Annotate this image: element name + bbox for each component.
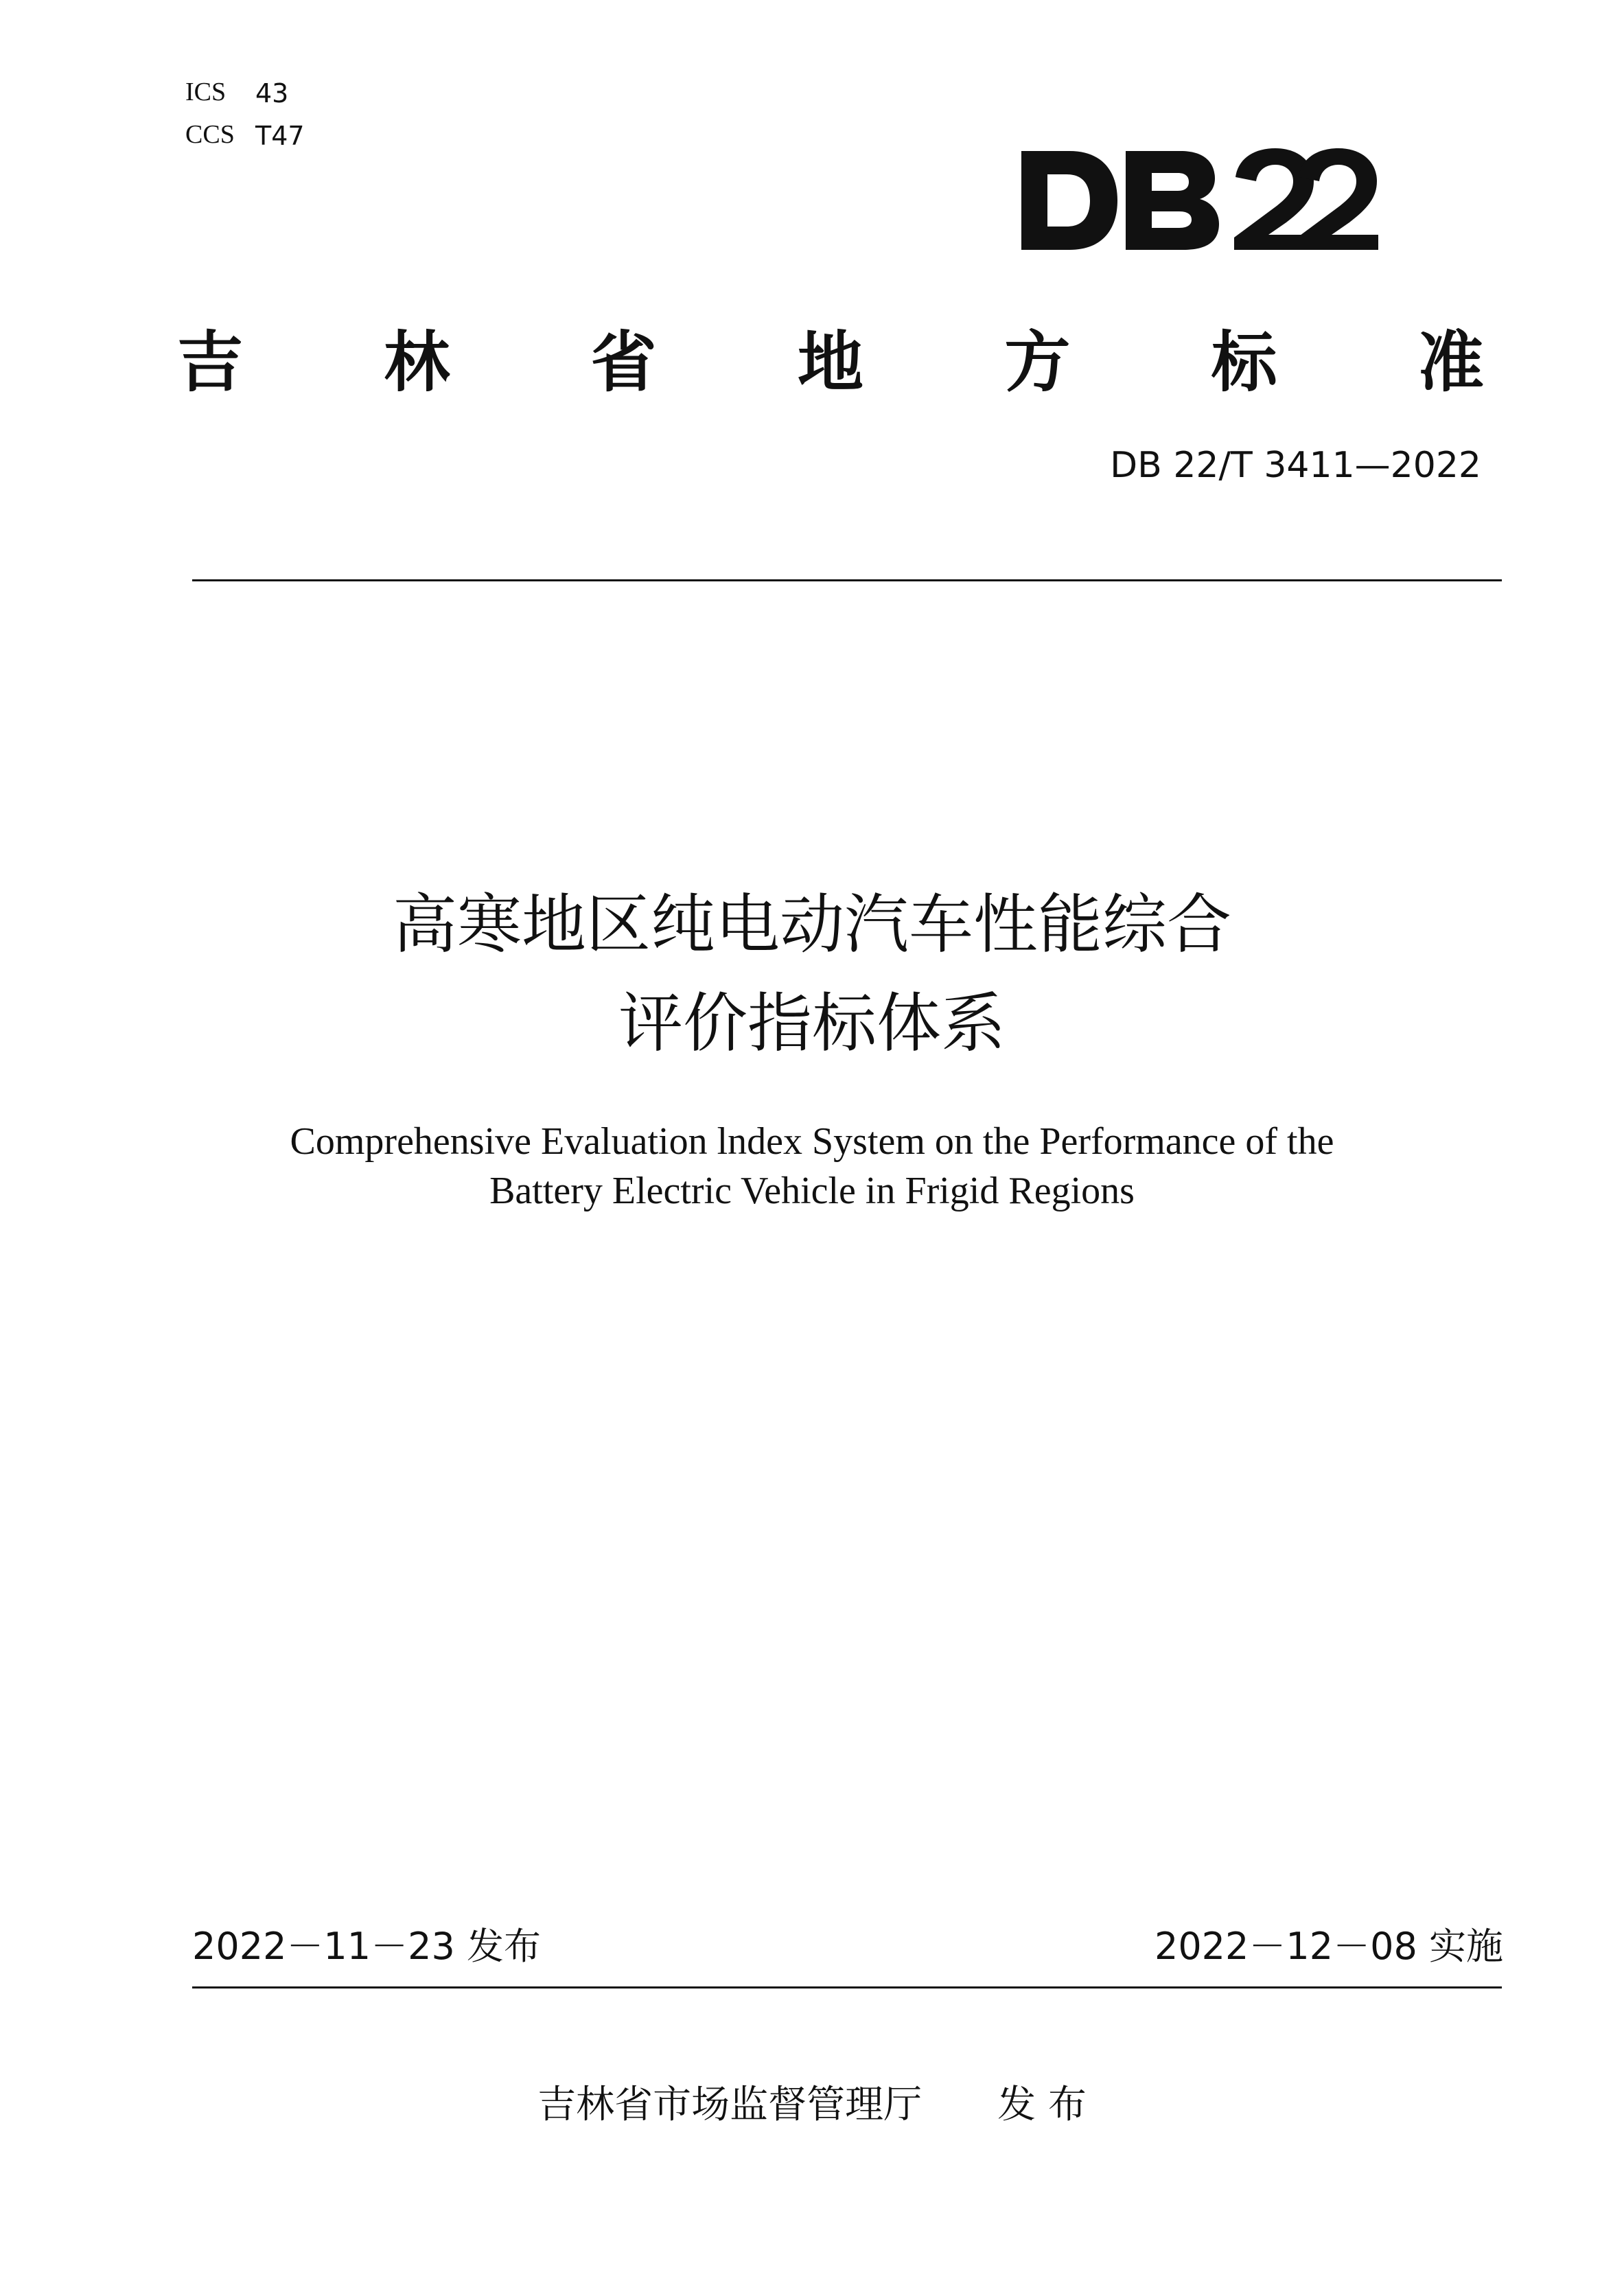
ics-label: ICS (185, 78, 227, 106)
heading-char: 林 (384, 323, 450, 401)
publisher-name: 吉林省市场监督管理厅 (537, 2083, 923, 2127)
title-zh-line-1: 高寒地区纯电动汽车性能综合 (392, 888, 1231, 962)
heading-char: 准 (1417, 323, 1484, 401)
title-zh-line-2: 评价指标体系 (618, 986, 1006, 1061)
header-divider (192, 579, 1502, 581)
heading-char: 标 (1211, 323, 1277, 401)
publisher-line (0, 2083, 1624, 2128)
heading-char: 吉 (177, 323, 243, 401)
db22-logo-icon (1021, 146, 1378, 255)
footer-divider (192, 1986, 1502, 1988)
title-en-line-2: Battery Electric Vehicle in Frigid Regions (489, 1170, 1135, 1212)
heading-char: 地 (797, 323, 863, 401)
heading-char: 省 (590, 323, 657, 401)
release-date: 2022－11－23 发布 (192, 1925, 542, 1968)
ics-value: 43 (255, 78, 289, 108)
standard-type-heading (177, 316, 1484, 401)
heading-char: 方 (1004, 323, 1071, 401)
title-en-line-1: Comprehensive Evaluation lndex System on the Performance of the (290, 1120, 1334, 1163)
ccs-label: CCS (185, 120, 235, 149)
standard-number: DB 22/T 3411—2022 (1110, 445, 1481, 486)
ccs-value: T47 (255, 121, 305, 151)
implement-date: 2022－12－08 实施 (1154, 1925, 1503, 1968)
publisher-action: 发 布 (997, 2083, 1087, 2127)
